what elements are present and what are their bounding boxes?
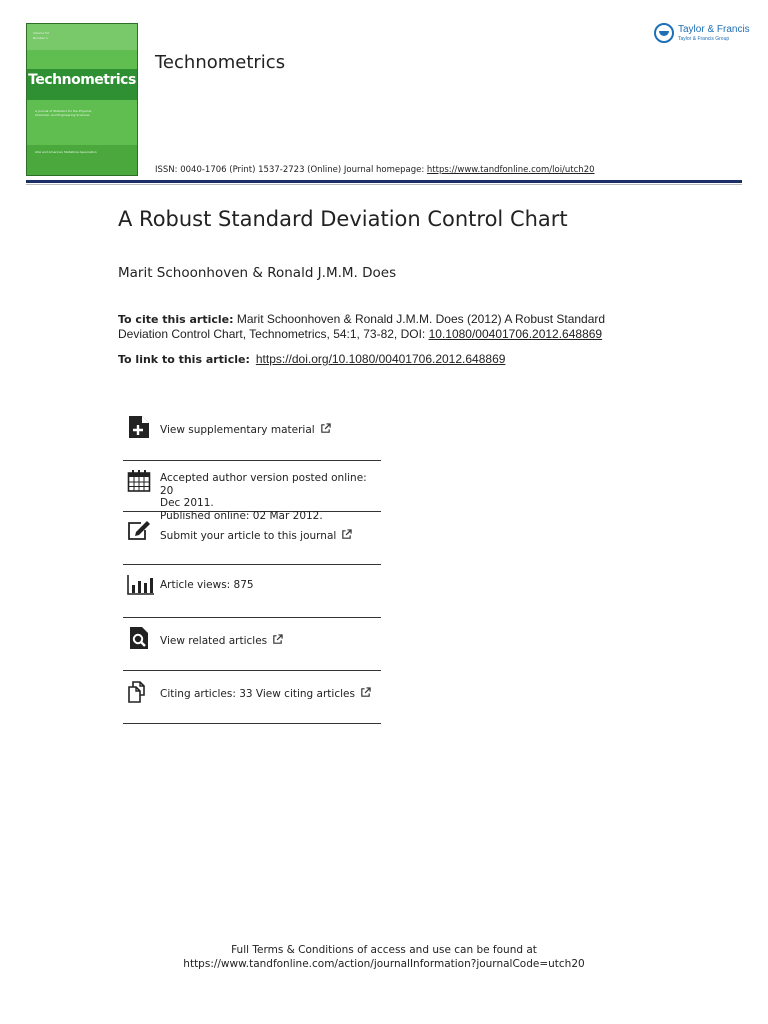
footer-terms-url[interactable]: https://www.tandfonline.com/action/journalInformation?journalCode=utch20 (183, 958, 585, 970)
publisher-brand: Taylor & Francis (678, 24, 750, 35)
supplementary-link[interactable]: View supplementary material (160, 424, 315, 436)
footer (0, 943, 768, 971)
citing-icon (127, 679, 151, 703)
header-rule (26, 180, 742, 183)
bar-chart-icon (127, 573, 155, 597)
external-link-icon (320, 423, 331, 434)
external-link-icon (341, 529, 352, 540)
search-document-icon (127, 626, 151, 650)
edit-icon (127, 519, 151, 543)
link-label: To link to this article: (118, 353, 250, 366)
article-link-line (118, 352, 505, 366)
journal-cover (26, 23, 138, 176)
supplementary-icon (127, 415, 151, 439)
accepted-line-2: Dec 2011. (160, 497, 214, 509)
external-link-icon (360, 687, 371, 698)
citing-articles-link[interactable]: Citing articles: 33 View citing articles (160, 688, 355, 700)
cite-label: To cite this article: (118, 313, 234, 326)
submit-row[interactable] (123, 509, 381, 565)
article-views: Article views: 875 (160, 579, 254, 591)
article-doi-link[interactable]: https://doi.org/10.1080/00401706.2012.648869 (255, 352, 506, 366)
views-row (123, 565, 381, 618)
cover-number: Number 1 (33, 36, 48, 40)
issn-text: ISSN: 0040-1706 (Print) 1537-2723 (Online) Journal homepage: (155, 165, 427, 175)
related-row[interactable] (123, 618, 381, 671)
calendar-icon (127, 469, 151, 493)
citing-row[interactable] (123, 671, 381, 724)
issn-line (155, 165, 595, 175)
related-articles-link[interactable]: View related articles (160, 635, 268, 647)
supplementary-row[interactable] (123, 405, 381, 461)
article-authors: Marit Schoonhoven & Ronald J.M.M. Does (118, 265, 397, 281)
external-link-icon (272, 634, 283, 645)
cover-title: Technometrics (28, 72, 136, 88)
article-info-list (123, 405, 381, 724)
header-rule-thin (26, 184, 742, 185)
accepted-line-1: Accepted author version posted online: 20 (160, 472, 367, 497)
cover-publisher: ASA and American Statistical Association (35, 150, 97, 154)
cite-text: Marit Schoonhoven & Ronald J.M.M. Does (2012) A Robust Standard Deviation Control Chart, Technometrics, 54:1, 73-82, DOI: (118, 312, 606, 341)
journal-title: Technometrics (155, 52, 286, 73)
cover-volume: Volume 54 (33, 31, 49, 35)
footer-terms: Full Terms & Conditions of access and use can be found at (231, 944, 537, 956)
taylor-francis-logo-icon (654, 23, 674, 43)
cover-subtitle: A Journal of Statistics for the Physical, Chemical, and Engineering Sciences (35, 109, 92, 117)
journal-homepage-link[interactable]: https://www.tandfonline.com/loi/utch20 (426, 165, 595, 175)
cite-doi-link[interactable]: 10.1080/00401706.2012.648869 (428, 327, 603, 341)
submit-article-link[interactable]: Submit your article to this journal (160, 530, 337, 542)
article-title: A Robust Standard Deviation Control Chart (118, 207, 568, 231)
publisher-brand-sub: Taylor & Francis Group (678, 36, 730, 42)
published-line: Published online: 02 Mar 2012. (160, 509, 323, 522)
dates-row (123, 461, 381, 522)
publisher-logo[interactable] (654, 22, 749, 48)
citation (118, 312, 638, 342)
